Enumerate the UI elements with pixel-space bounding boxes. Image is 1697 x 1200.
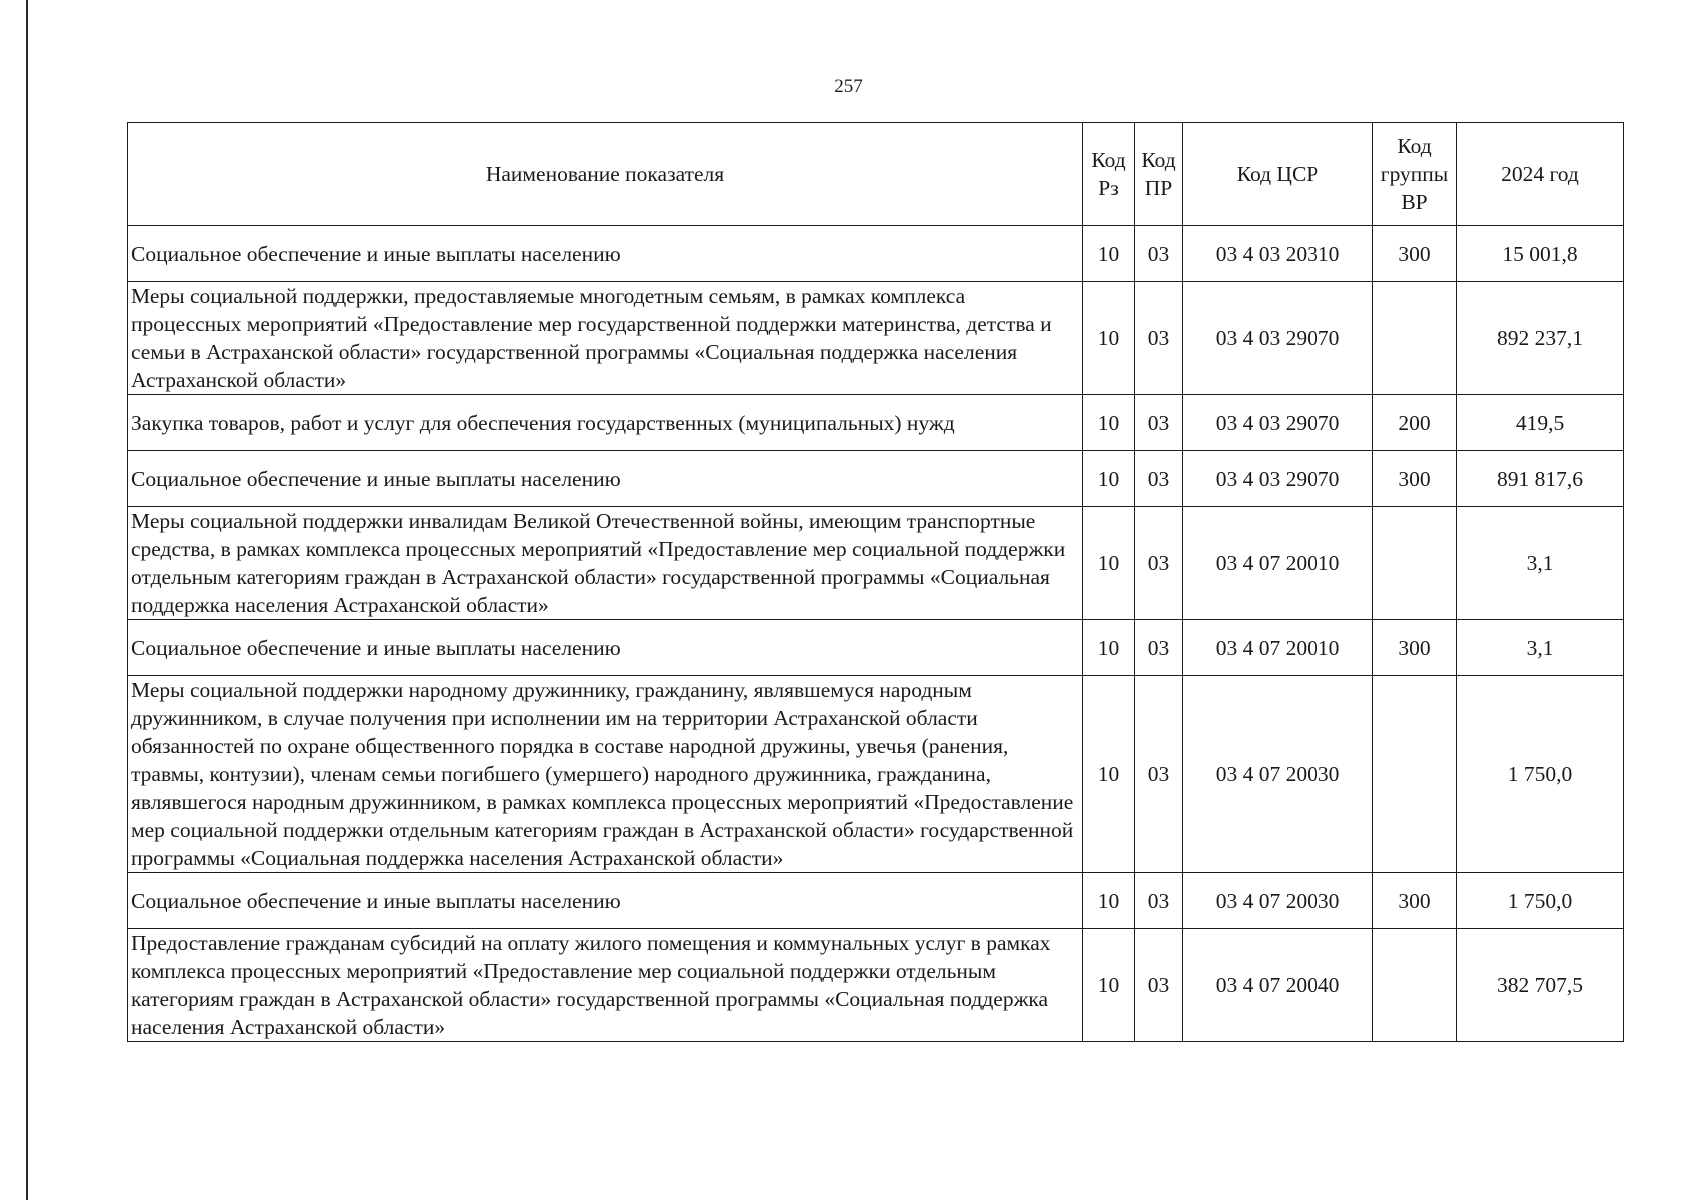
cell-csr: 03 4 07 20030 [1183,873,1373,929]
table-row [128,282,1624,395]
cell-rz: 10 [1083,507,1135,620]
cell-pr: 03 [1135,451,1183,507]
header-name: Наименование показателя [128,123,1083,226]
table-row [128,507,1624,620]
cell-vr: 300 [1373,620,1457,676]
cell-vr: 300 [1373,226,1457,282]
cell-rz: 10 [1083,929,1135,1042]
cell-value: 419,5 [1457,395,1624,451]
cell-name: Меры социальной поддержки народному дружиннику, гражданину, являвшемуся народным дружинником, в случае получения при исполнении им на территории Астраханской области обязанностей по охране общественного порядка в составе народной дружины, увечья (ранения, травмы, контузии), членам семьи погибшего (умершего) народного дружинника, гражданина, являвшегося народным дружинником, в рамках комплекса процессных мероприятий «Предоставление мер социальной поддержки отдельным категориям граждан в Астраханской области» государственной программы «Социальная поддержка населения Астраханской области» [128,676,1083,873]
cell-value: 1 750,0 [1457,676,1624,873]
cell-pr: 03 [1135,929,1183,1042]
cell-csr: 03 4 03 20310 [1183,226,1373,282]
cell-rz: 10 [1083,282,1135,395]
cell-vr [1373,676,1457,873]
table-row [128,676,1624,873]
cell-rz: 10 [1083,451,1135,507]
cell-vr: 200 [1373,395,1457,451]
cell-vr [1373,929,1457,1042]
budget-table [127,122,1624,1042]
cell-csr: 03 4 07 20040 [1183,929,1373,1042]
table-row [128,873,1624,929]
cell-name: Социальное обеспечение и иные выплаты населению [128,873,1083,929]
cell-value: 3,1 [1457,620,1624,676]
cell-name: Социальное обеспечение и иные выплаты населению [128,451,1083,507]
header-csr: Код ЦСР [1183,123,1373,226]
table-header-row [128,123,1624,226]
cell-pr: 03 [1135,873,1183,929]
table-row [128,620,1624,676]
cell-csr: 03 4 07 20010 [1183,620,1373,676]
cell-name: Меры социальной поддержки, предоставляемые многодетным семьям, в рамках комплекса процессных мероприятий «Предоставление мер государственной поддержки материнства, детства и семьи в Астраханской области» государственной программы «Социальная поддержка населения Астраханской области» [128,282,1083,395]
cell-pr: 03 [1135,676,1183,873]
cell-rz: 10 [1083,873,1135,929]
cell-name: Закупка товаров, работ и услуг для обеспечения государственных (муниципальных) нужд [128,395,1083,451]
cell-vr: 300 [1373,451,1457,507]
cell-pr: 03 [1135,620,1183,676]
cell-value: 382 707,5 [1457,929,1624,1042]
cell-value: 1 750,0 [1457,873,1624,929]
header-year: 2024 год [1457,123,1624,226]
cell-csr: 03 4 07 20030 [1183,676,1373,873]
page-margin-line [26,0,28,1200]
cell-rz: 10 [1083,676,1135,873]
cell-name: Социальное обеспечение и иные выплаты населению [128,620,1083,676]
cell-value: 891 817,6 [1457,451,1624,507]
table-row [128,226,1624,282]
cell-value: 892 237,1 [1457,282,1624,395]
cell-value: 15 001,8 [1457,226,1624,282]
cell-rz: 10 [1083,620,1135,676]
cell-name: Социальное обеспечение и иные выплаты населению [128,226,1083,282]
cell-pr: 03 [1135,507,1183,620]
cell-name: Меры социальной поддержки инвалидам Великой Отечественной войны, имеющим транспортные средства, в рамках комплекса процессных мероприятий «Предоставление мер социальной поддержки отдельным категориям граждан в Астраханской области» государственной программы «Социальная поддержка населения Астраханской области» [128,507,1083,620]
cell-vr [1373,282,1457,395]
header-vr: Код группы ВР [1373,123,1457,226]
cell-vr [1373,507,1457,620]
cell-csr: 03 4 07 20010 [1183,507,1373,620]
cell-pr: 03 [1135,282,1183,395]
header-pr: Код ПР [1135,123,1183,226]
page-number: 257 [834,76,863,97]
cell-csr: 03 4 03 29070 [1183,451,1373,507]
table-row [128,395,1624,451]
cell-rz: 10 [1083,226,1135,282]
cell-pr: 03 [1135,226,1183,282]
cell-vr: 300 [1373,873,1457,929]
cell-name: Предоставление гражданам субсидий на оплату жилого помещения и коммунальных услуг в рамках комплекса процессных мероприятий «Предоставление мер социальной поддержки отдельным категориям граждан в Астраханской области» государственной программы «Социальная поддержка населения Астраханской области» [128,929,1083,1042]
cell-csr: 03 4 03 29070 [1183,282,1373,395]
cell-pr: 03 [1135,395,1183,451]
table-row [128,929,1624,1042]
table-row [128,451,1624,507]
cell-value: 3,1 [1457,507,1624,620]
cell-csr: 03 4 03 29070 [1183,395,1373,451]
header-rz: Код Рз [1083,123,1135,226]
cell-rz: 10 [1083,395,1135,451]
